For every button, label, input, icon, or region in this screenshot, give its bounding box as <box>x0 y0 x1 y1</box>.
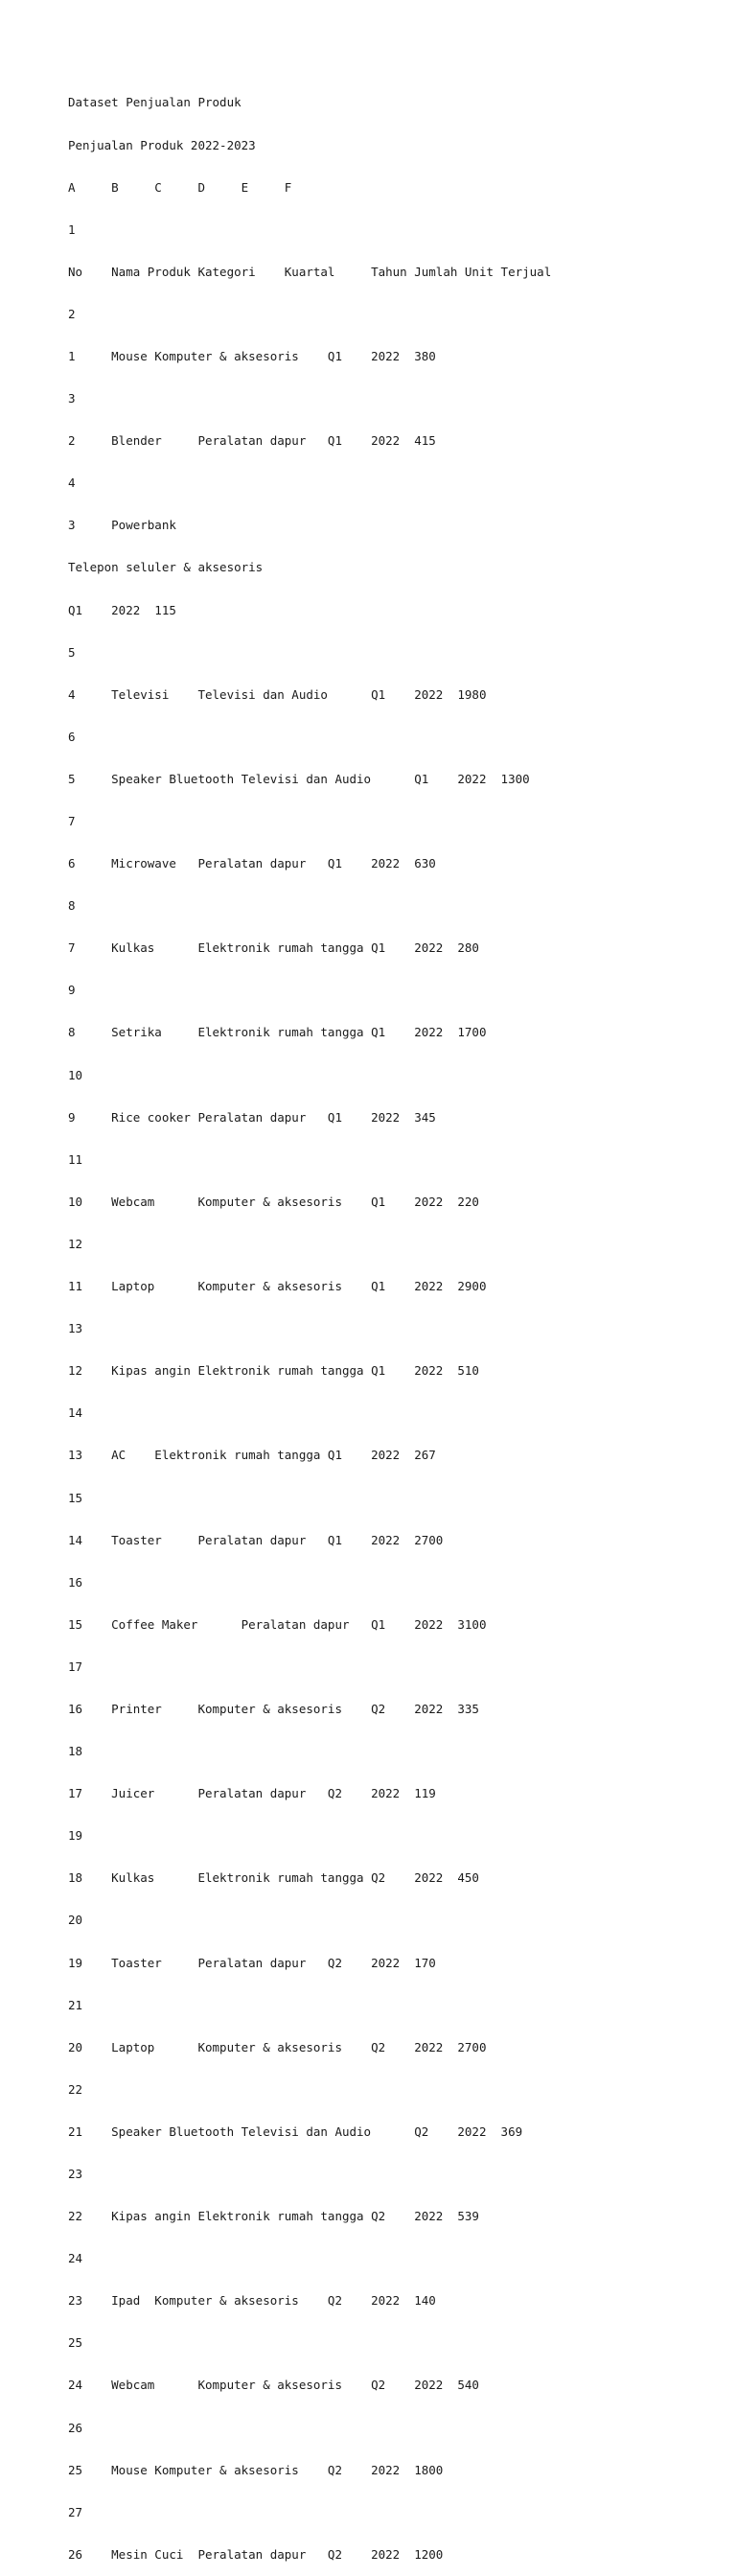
row-number: 26 <box>68 2420 83 2435</box>
row-number: 2 <box>68 306 76 321</box>
table-row: 18 Kulkas Elektronik rumah tangga Q2 2022 450 <box>68 1870 479 1886</box>
table-row: 25 Mouse Komputer & aksesoris Q2 2022 1800 <box>68 2462 444 2477</box>
row-number: 22 <box>68 2081 83 2097</box>
table-row: 5 Speaker Bluetooth Televisi dan Audio Q1 2022 1300 <box>68 771 530 786</box>
row-number: 20 <box>68 1913 83 1928</box>
row-number: 14 <box>68 1405 83 1421</box>
row-number: 6 <box>68 729 76 744</box>
row-number: 21 <box>68 1997 83 2012</box>
table-row: 13 AC Elektronik rumah tangga Q1 2022 267 <box>68 1448 436 1463</box>
table-row: 21 Speaker Bluetooth Televisi dan Audio Q2 2022 369 <box>68 2123 523 2139</box>
row-number: 3 <box>68 391 76 406</box>
table-row: 10 Webcam Komputer & aksesoris Q1 2022 220 <box>68 1194 479 1209</box>
row-number: 13 <box>68 1321 83 1336</box>
table-row: 3 Powerbank <box>68 518 176 533</box>
table-row: 4 Televisi Televisi dan Audio Q1 2022 1980 <box>68 686 487 702</box>
row-number: 16 <box>68 1574 83 1590</box>
row-number: 8 <box>68 898 76 914</box>
table-row: 8 Setrika Elektronik rumah tangga Q1 2022 1700 <box>68 1025 487 1040</box>
table-row: 20 Laptop Komputer & aksesoris Q2 2022 2700 <box>68 2039 487 2054</box>
table-row: 1 Mouse Komputer & aksesoris Q1 2022 380 <box>68 348 436 363</box>
table-row: 15 Coffee Maker Peralatan dapur Q1 2022 3100 <box>68 1616 487 1632</box>
table-row: 17 Juicer Peralatan dapur Q2 2022 119 <box>68 1786 436 1801</box>
row-number: 4 <box>68 476 76 491</box>
row-number: 10 <box>68 1067 83 1082</box>
document-title: Dataset Penjualan Produk <box>68 95 242 110</box>
row-number: 17 <box>68 1659 83 1674</box>
row-number: 1 <box>68 221 76 237</box>
document-body <box>68 68 720 2576</box>
row-number: 15 <box>68 1490 83 1505</box>
table-header: No Nama Produk Kategori Kuartal Tahun Jumlah Unit Terjual <box>68 264 552 279</box>
row-number: 23 <box>68 2167 83 2181</box>
row-number: 27 <box>68 2504 83 2519</box>
row-number: 19 <box>68 1828 83 1844</box>
row-number: 5 <box>68 644 76 660</box>
table-row: 24 Webcam Komputer & aksesoris Q2 2022 540 <box>68 2378 479 2393</box>
row-number: 25 <box>68 2335 83 2351</box>
column-letters: A B C D E F <box>68 179 292 195</box>
table-row: 14 Toaster Peralatan dapur Q1 2022 2700 <box>68 1532 444 1547</box>
row-number: 11 <box>68 1151 83 1167</box>
table-row-continuation: Telepon seluler & aksesoris <box>68 560 264 575</box>
table-row: 26 Mesin Cuci Peralatan dapur Q2 2022 1200 <box>68 2546 444 2562</box>
document-subtitle: Penjualan Produk 2022-2023 <box>68 137 256 152</box>
table-row: 23 Ipad Komputer & aksesoris Q2 2022 140 <box>68 2293 436 2309</box>
table-row: 7 Kulkas Elektronik rumah tangga Q1 2022 280 <box>68 940 479 956</box>
row-number: 9 <box>68 983 76 998</box>
table-row: 9 Rice cooker Peralatan dapur Q1 2022 345 <box>68 1109 436 1125</box>
table-row: 6 Microwave Peralatan dapur Q1 2022 630 <box>68 856 436 871</box>
row-number: 18 <box>68 1744 83 1759</box>
table-row: 19 Toaster Peralatan dapur Q2 2022 170 <box>68 1955 436 1970</box>
row-number: 7 <box>68 814 76 828</box>
table-row: 11 Laptop Komputer & aksesoris Q1 2022 2900 <box>68 1279 487 1294</box>
table-row: 16 Printer Komputer & aksesoris Q2 2022 335 <box>68 1701 479 1716</box>
table-row: 2 Blender Peralatan dapur Q1 2022 415 <box>68 433 436 449</box>
table-row: 22 Kipas angin Elektronik rumah tangga Q2 2022 539 <box>68 2209 479 2224</box>
table-row-continuation: Q1 2022 115 <box>68 602 176 617</box>
row-number: 12 <box>68 1236 83 1251</box>
table-row: 12 Kipas angin Elektronik rumah tangga Q1 2022 510 <box>68 1363 479 1379</box>
row-number: 24 <box>68 2251 83 2266</box>
